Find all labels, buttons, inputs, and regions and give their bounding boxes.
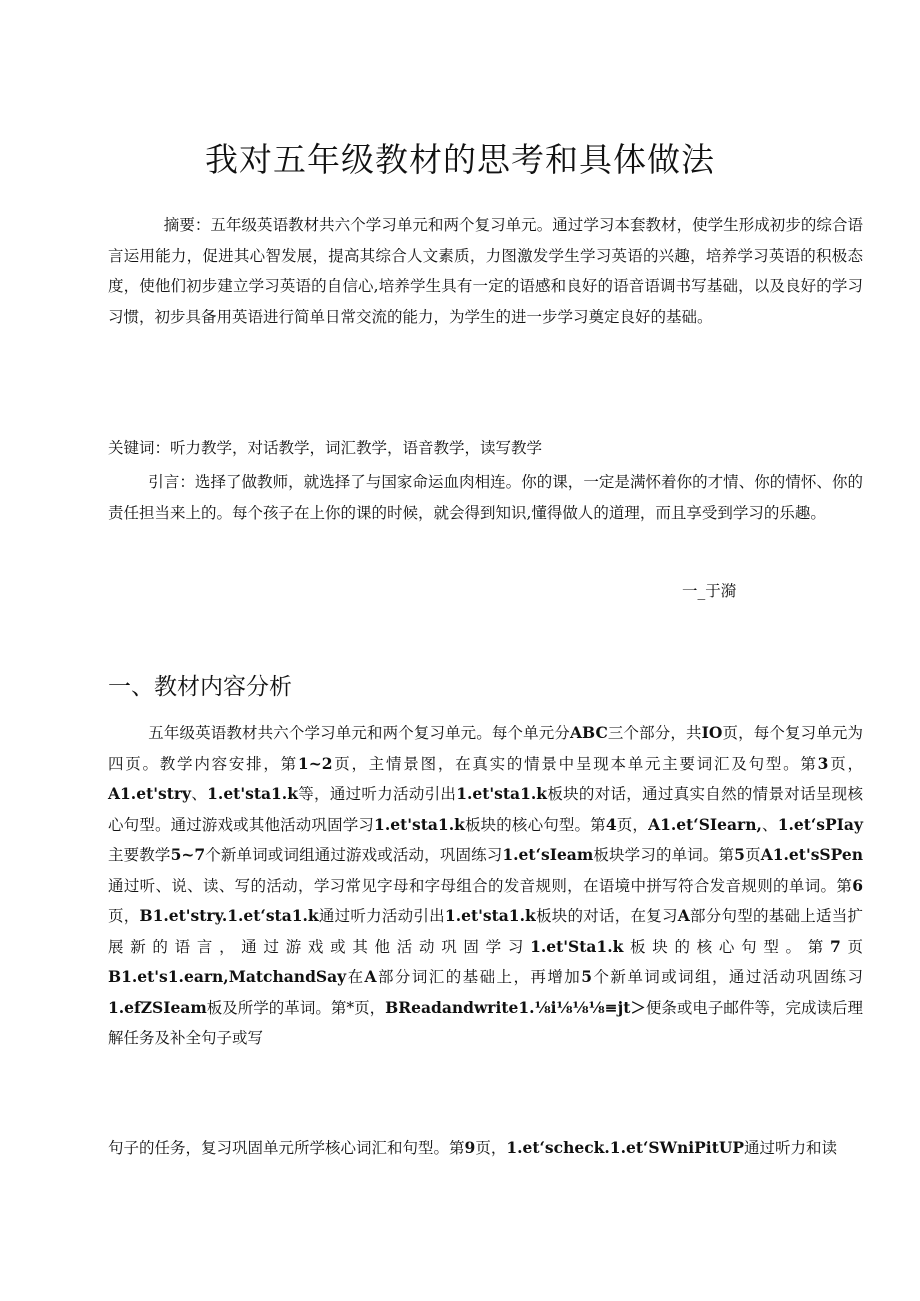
text-segment: 页， bbox=[108, 907, 140, 925]
bold-text-segment: 1.et‘sPIay bbox=[777, 814, 863, 834]
bold-text-segment: ABC bbox=[570, 723, 608, 742]
bold-text-segment: A bbox=[364, 967, 377, 986]
intro-paragraph: 引言：选择了做教师，就选择了与国家命运血肉相连。你的课，一定是满怀着你的才情、你的情怀、你的责任担当来上的。每个孩子在上你的课的时候，就会得到知识,懂得做人的道理，而且享受到学习的乐趣。 bbox=[108, 473, 863, 522]
bold-text-segment: B1.et's1.earn,MatchandSay bbox=[108, 967, 347, 986]
abstract-paragraph: 摘要：五年级英语教材共六个学习单元和两个复习单元。通过学习本套教材，使学生形成初步的综合语言运用能力，促进其心智发展，提高其综合人文素质，力图激发学生学习英语的兴趣，培养学习英语的积极态度，使他们初步建立学习英语的自信心,培养学生具有一定的语感和良好的语音语调书写基础，以及良好的学习习惯，初步具备用英语进行简单日常交流的能力，为学生的进一步学习奠定良好的基础。 bbox=[108, 216, 863, 326]
bold-text-segment: 1.et‘sIeam bbox=[502, 845, 594, 864]
text-segment: 句子的任务，复习巩固单元所学核心词汇和句型。第 bbox=[108, 1139, 465, 1157]
text-segment: 页， bbox=[475, 1139, 507, 1157]
bold-text-segment: 3 bbox=[817, 753, 829, 773]
text-segment: 个新单词或词组通过游戏或活动，巩固练习 bbox=[205, 846, 503, 864]
text-segment: 通过听、说、读、写的活动，学习常见字母和字母组合的发音规则，在语境中拼写符合发音规则的单词。第 bbox=[108, 876, 853, 895]
bold-text-segment: 1.efZSIeam bbox=[108, 997, 207, 1017]
keywords-line: 关键词：听力教学，对话教学，词汇教学，语音教学，读写教学 bbox=[108, 439, 543, 457]
bold-text-segment: 9 bbox=[464, 1138, 476, 1157]
bold-text-segment: BReadandwrite1.⅛i⅛⅛⅛≡jt＞ bbox=[385, 997, 646, 1017]
text-segment: 部分词汇的基础上，再增加 bbox=[376, 968, 582, 986]
text-segment: 页 bbox=[744, 846, 761, 864]
bold-text-segment: 7 bbox=[829, 936, 841, 956]
bold-text-segment: 1.et'sta1.k bbox=[374, 814, 465, 834]
document-title: 我对五年级教材的思考和具体做法 bbox=[205, 140, 715, 179]
text-segment: 通过听力和读 bbox=[744, 1139, 838, 1157]
text-segment: 板块的对话，在复习 bbox=[535, 907, 678, 925]
quote-attribution: 一_于漪 bbox=[682, 582, 737, 600]
text-segment: 板块学习的单词。第 bbox=[593, 846, 735, 864]
text-segment: 部分句型的基础上适当扩展新的语言，通过游戏或其他活动巩固学习 bbox=[108, 907, 863, 956]
text-segment: 个新单词或词组，通过活动巩固练习 bbox=[592, 968, 863, 986]
text-segment: 三个部分，共 bbox=[607, 724, 702, 742]
text-segment: 页， bbox=[828, 754, 863, 773]
text-segment: 便条或电子邮件等，完成读后理解任务及补全句子或写 bbox=[108, 998, 863, 1047]
bold-text-segment: 6 bbox=[852, 875, 863, 895]
section-heading: 一、教材内容分析 bbox=[108, 674, 292, 700]
bold-text-segment: 5 bbox=[581, 967, 593, 986]
text-segment: 等，通过听力活动引出 bbox=[297, 785, 457, 803]
bold-text-segment: A bbox=[677, 906, 690, 925]
text-segment: 、 bbox=[191, 785, 208, 803]
text-segment: 、 bbox=[761, 815, 778, 834]
bold-text-segment: 1.et'sta1.k bbox=[456, 784, 548, 803]
body-paragraph-2 bbox=[108, 1133, 863, 1164]
text-segment: 主要教学 bbox=[108, 846, 171, 864]
bold-text-segment: 5 bbox=[734, 845, 745, 864]
text-segment: 通过听力活动引出 bbox=[318, 907, 445, 925]
text-segment: 板块的核心句型。第 bbox=[623, 937, 830, 956]
text-segment: 页， bbox=[616, 815, 649, 834]
text-segment: 页，主情景图，在真实的情景中呈现本单元主要词汇及句型。第 bbox=[332, 754, 818, 773]
bold-text-segment: A1.et'stry bbox=[108, 784, 192, 803]
bold-text-segment: A1.et'sSPen bbox=[760, 845, 863, 864]
text-segment: 板及所学的革词。第*页， bbox=[206, 998, 386, 1017]
bold-text-segment: B1.et'stry.1.et‘sta1.k bbox=[139, 906, 319, 925]
bold-text-segment: 1.et'Sta1.k bbox=[530, 936, 624, 956]
bold-text-segment: 1.et'sta1.k bbox=[444, 906, 536, 925]
text-segment: 在 bbox=[346, 968, 365, 986]
bold-text-segment: 5~7 bbox=[170, 845, 206, 864]
body-paragraph-1 bbox=[108, 718, 863, 1054]
text-segment: 页，每个复习单元为四页。教学内容安排，第 bbox=[108, 724, 863, 773]
text-segment: 五年级英语教材共六个学习单元和两个复习单元。每个单元分 bbox=[148, 724, 571, 742]
bold-text-segment: 1.et'sta1.k bbox=[207, 784, 298, 803]
bold-text-segment: IO bbox=[701, 723, 723, 742]
bold-text-segment: 4 bbox=[605, 814, 617, 834]
text-segment: 页 bbox=[840, 937, 863, 956]
text-segment: 板块的核心句型。第 bbox=[464, 815, 606, 834]
bold-text-segment: 1.et‘scheck.1.et‘SWniPitUP bbox=[506, 1138, 745, 1157]
bold-text-segment: A1.et‘SIearn, bbox=[648, 814, 762, 834]
bold-text-segment: 1~2 bbox=[297, 753, 333, 773]
text-segment: 板块的对话，通过真实自然的情景对话呈现核心句型。通过游戏或其他活动巩固学习 bbox=[108, 785, 863, 834]
